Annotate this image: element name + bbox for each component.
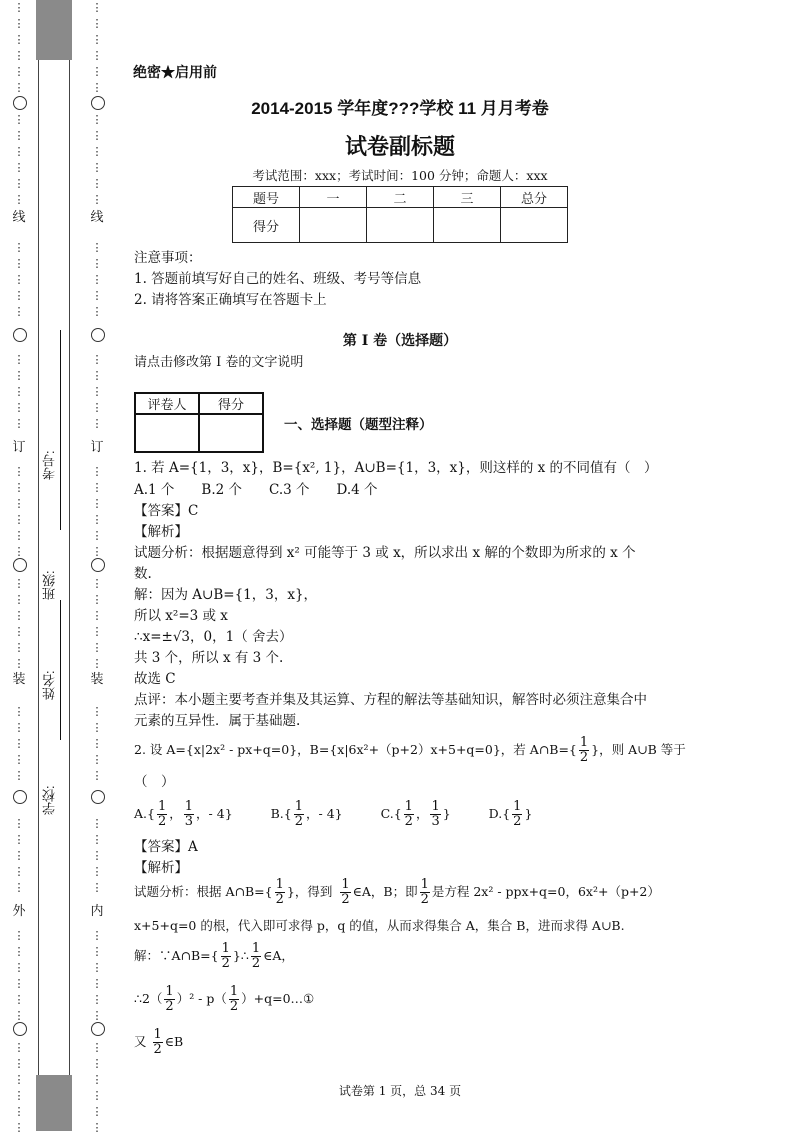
score-cell[interactable] xyxy=(367,208,434,243)
q1-options: A.1 个 B.2 个 C.3 个 D.4 个 xyxy=(134,482,378,498)
dot-mark: ⋮ xyxy=(91,385,103,398)
score-header: 题号 xyxy=(233,187,300,208)
dot-mark: ⋮ xyxy=(91,289,103,302)
dot-mark: ⋮ xyxy=(13,177,25,190)
dot-mark: ⋮ xyxy=(13,625,25,638)
dot-mark: ⋮ xyxy=(91,353,103,366)
page-footer: 试卷第 1 页，总 34 页 xyxy=(338,1084,462,1098)
grader-cell[interactable] xyxy=(199,414,263,452)
dot-mark: ⋮ xyxy=(91,865,103,878)
dot-mark: ⋮ xyxy=(13,657,25,670)
dot-mark: ⋮ xyxy=(91,129,103,142)
q2-option-a: A.{ $\frac{1}{2}$ ， $\frac{1}{3}$ ，- 4} xyxy=(134,799,233,829)
dot-mark: ⋮ xyxy=(91,1105,103,1118)
dot-mark: ⋮ xyxy=(91,1041,103,1054)
dot-mark: ⋮ xyxy=(13,641,25,654)
dot-mark: ⋮ xyxy=(91,577,103,590)
dot-mark: ⋮ xyxy=(13,497,25,510)
dot-mark: ⋮ xyxy=(13,1105,25,1118)
dot-mark: ⋮ xyxy=(13,113,25,126)
dot-mark: ⋮ xyxy=(91,241,103,254)
dot-mark: ⋮ xyxy=(91,113,103,126)
dot-mark: ⋮ xyxy=(13,401,25,414)
score-header: 总分 xyxy=(501,187,568,208)
q1-analysis-line: ∴x=±√3，0，1（ 舍去） xyxy=(134,629,293,645)
score-table xyxy=(232,186,568,243)
q1-analysis-line: 解：因为 A∪B={1，3，x}， xyxy=(134,587,318,603)
q1-analysis-line: 共 3 个，所以 x 有 3 个. xyxy=(134,650,284,666)
dot-mark: ⋮ xyxy=(91,465,103,478)
dot-mark: ⋮ xyxy=(91,33,103,46)
dot-mark: ⋮ xyxy=(13,129,25,142)
dot-mark: ⋮ xyxy=(91,481,103,494)
dot-mark: ⋮ xyxy=(91,641,103,654)
dot-mark: ⋮ xyxy=(13,881,25,894)
dot-mark: ⋮ xyxy=(13,977,25,990)
dot-mark: ⋮ xyxy=(91,993,103,1006)
dot-mark: ⋮ xyxy=(91,417,103,430)
dot-mark: ⋮ xyxy=(91,753,103,766)
binding-hole-icon xyxy=(13,558,27,572)
dot-mark: ⋮ xyxy=(13,257,25,270)
dot-mark: ⋮ xyxy=(13,369,25,382)
q2-analysis-label: 【解析】 xyxy=(134,860,188,876)
dot-mark: ⋮ xyxy=(13,513,25,526)
q2-stem-text: }，则 A∪B 等于 xyxy=(591,742,686,757)
class-label: 班级: xyxy=(42,570,57,600)
dot-mark: ⋮ xyxy=(91,49,103,62)
q2-options xyxy=(134,800,532,829)
binding-char: 订 xyxy=(12,440,26,455)
q2-solution-line: 解：∵A∩B={ $\frac{1}{2}$ }∴ $\frac{1}{2}$ ∈A， xyxy=(134,941,294,971)
dot-mark: ⋮ xyxy=(91,145,103,158)
dot-mark: ⋮ xyxy=(13,545,25,558)
fraction: $\frac{1}{2}$ xyxy=(579,735,589,765)
q1-analysis-line: 故选 C xyxy=(134,671,176,687)
dot-mark: ⋮ xyxy=(13,1009,25,1022)
dot-mark: ⋮ xyxy=(91,273,103,286)
dot-mark: ⋮ xyxy=(13,849,25,862)
dot-mark: ⋮ xyxy=(13,737,25,750)
q1-analysis-line: 试题分析：根据题意得到 x² 可能等于 3 或 x，所以求出 x 解的个数即为所求的 x 个 xyxy=(134,545,636,561)
dot-mark: ⋮ xyxy=(13,33,25,46)
dot-mark: ⋮ xyxy=(91,849,103,862)
part-title: 一、选择题（题型注释） xyxy=(284,417,433,433)
dot-mark: ⋮ xyxy=(91,513,103,526)
dot-mark: ⋮ xyxy=(91,1009,103,1022)
binding-hole-icon xyxy=(13,1022,27,1036)
examno-label: 考号: xyxy=(42,450,57,480)
dot-mark: ⋮ xyxy=(13,993,25,1006)
dot-mark: ⋮ xyxy=(91,305,103,318)
binding-char: 装 xyxy=(12,672,26,687)
score-cell[interactable] xyxy=(434,208,501,243)
notice-title: 注意事项： xyxy=(134,250,202,266)
dot-mark: ⋮ xyxy=(91,81,103,94)
binding-char: 订 xyxy=(90,440,104,455)
dot-mark: ⋮ xyxy=(91,257,103,270)
dot-mark: ⋮ xyxy=(13,529,25,542)
binding-hole-icon xyxy=(91,558,105,572)
dot-mark: ⋮ xyxy=(91,705,103,718)
binding-hole-icon xyxy=(91,790,105,804)
dot-mark: ⋮ xyxy=(13,945,25,958)
dot-mark: ⋮ xyxy=(13,289,25,302)
dot-mark: ⋮ xyxy=(13,161,25,174)
dot-mark: ⋮ xyxy=(91,625,103,638)
dot-mark: ⋮ xyxy=(13,1041,25,1054)
notice-item: 2. 请将答案正确填写在答题卡上 xyxy=(134,292,327,308)
section-title: 第 I 卷（选择题） xyxy=(342,333,458,349)
dot-mark: ⋮ xyxy=(91,401,103,414)
score-header: 一 xyxy=(300,187,367,208)
dot-mark: ⋮ xyxy=(91,721,103,734)
grader-header: 评卷人 xyxy=(135,393,199,414)
dot-mark: ⋮ xyxy=(91,65,103,78)
dot-mark: ⋮ xyxy=(13,145,25,158)
dot-mark: ⋮ xyxy=(13,1,25,14)
exam-info: 考试范围：xxx；考试时间：100 分钟；命题人：xxx xyxy=(252,168,548,183)
q1-analysis-line: 点评：本小题主要考查并集及其运算、方程的解法等基础知识，解答时必须注意集合中 xyxy=(134,692,647,708)
dot-mark: ⋮ xyxy=(91,609,103,622)
q2-option-b: B.{ $\frac{1}{2}$ ，- 4} xyxy=(270,799,343,829)
secret-mark: 绝密★启用前 xyxy=(133,64,217,80)
exam-title: 2014-2015 学年度???学校 11 月月考卷 xyxy=(251,99,549,118)
q2-stem xyxy=(134,736,686,765)
score-cell[interactable] xyxy=(501,208,568,243)
q2-answer: 【答案】A xyxy=(134,839,198,855)
dot-mark: ⋮ xyxy=(13,49,25,62)
dot-mark: ⋮ xyxy=(13,721,25,734)
dot-mark: ⋮ xyxy=(13,1121,25,1134)
binding-hole-icon xyxy=(91,1022,105,1036)
dot-mark: ⋮ xyxy=(91,1121,103,1134)
dot-mark: ⋮ xyxy=(91,929,103,942)
dot-mark: ⋮ xyxy=(13,65,25,78)
dot-mark: ⋮ xyxy=(91,977,103,990)
dot-mark: ⋮ xyxy=(91,161,103,174)
q1-answer: 【答案】C xyxy=(134,503,199,519)
dot-mark: ⋮ xyxy=(13,817,25,830)
binding-char: 线 xyxy=(90,210,104,225)
section-desc: 请点击修改第 I 卷的文字说明 xyxy=(134,355,304,370)
dot-mark: ⋮ xyxy=(91,1073,103,1086)
dot-mark: ⋮ xyxy=(13,609,25,622)
q2-option-c: C.{ $\frac{1}{2}$ ， $\frac{1}{3}$ } xyxy=(380,799,451,829)
q1-analysis-label: 【解析】 xyxy=(134,524,188,540)
dot-mark: ⋮ xyxy=(13,417,25,430)
dot-mark: ⋮ xyxy=(91,1089,103,1102)
name-label: 姓名: xyxy=(42,670,57,700)
dot-mark: ⋮ xyxy=(91,593,103,606)
score-header: 二 xyxy=(367,187,434,208)
score-row-label: 得分 xyxy=(233,208,300,243)
dot-mark: ⋮ xyxy=(13,481,25,494)
binding-char: 外 xyxy=(12,904,26,919)
q2-equation-line: ∴2（ $\frac{1}{2}$ ）² - p（ $\frac{1}{2}$ ）+q=0…① xyxy=(134,984,315,1014)
dot-mark: ⋮ xyxy=(91,881,103,894)
dot-mark: ⋮ xyxy=(13,193,25,206)
dot-mark: ⋮ xyxy=(91,177,103,190)
dot-mark: ⋮ xyxy=(91,769,103,782)
dot-mark: ⋮ xyxy=(13,353,25,366)
binding-char: 内 xyxy=(90,904,104,919)
dot-mark: ⋮ xyxy=(13,81,25,94)
dot-mark: ⋮ xyxy=(13,1057,25,1070)
binding-char: 线 xyxy=(12,210,26,225)
exam-subtitle: 试卷副标题 xyxy=(344,134,455,159)
binding-char: 装 xyxy=(90,672,104,687)
school-label: 学校: xyxy=(42,785,57,815)
score-cell[interactable] xyxy=(300,208,367,243)
dot-mark: ⋮ xyxy=(13,833,25,846)
q2-option-d: D.{ $\frac{1}{2}$ } xyxy=(488,799,533,829)
dot-mark: ⋮ xyxy=(13,577,25,590)
dot-mark: ⋮ xyxy=(13,241,25,254)
dot-mark: ⋮ xyxy=(91,1057,103,1070)
dot-mark: ⋮ xyxy=(91,529,103,542)
q2-also-line: 又 $\frac{1}{2}$ ∈B xyxy=(134,1027,184,1057)
dot-mark: ⋮ xyxy=(91,17,103,30)
dot-mark: ⋮ xyxy=(13,705,25,718)
q1-analysis-line: 元素的互异性．属于基础题. xyxy=(134,713,301,729)
dot-mark: ⋮ xyxy=(91,657,103,670)
score-header: 三 xyxy=(434,187,501,208)
dot-mark: ⋮ xyxy=(91,945,103,958)
dot-mark: ⋮ xyxy=(13,1073,25,1086)
dot-mark: ⋮ xyxy=(91,193,103,206)
binding-hole-icon xyxy=(13,790,27,804)
grader-table xyxy=(134,392,264,453)
dot-mark: ⋮ xyxy=(13,929,25,942)
dot-mark: ⋮ xyxy=(13,1089,25,1102)
dot-mark: ⋮ xyxy=(13,769,25,782)
dot-mark: ⋮ xyxy=(91,545,103,558)
dot-mark: ⋮ xyxy=(13,305,25,318)
q1-analysis-line: 数. xyxy=(134,566,152,582)
grader-cell[interactable] xyxy=(135,414,199,452)
dot-mark: ⋮ xyxy=(13,593,25,606)
grader-header: 得分 xyxy=(199,393,263,414)
q2-stem-text: 2. 设 A={x|2x² - px+q=0}，B={x|6x²+（p+2）x+5+q=0}，若 A∩B={ xyxy=(134,742,577,757)
dot-mark: ⋮ xyxy=(91,1,103,14)
dot-mark: ⋮ xyxy=(13,465,25,478)
q2-paren: （ ） xyxy=(134,774,175,790)
q2-analysis-line: 试题分析：根据 A∩B={ $\frac{1}{2}$ }，得到 $\frac{1}{2}$ ∈A，B；即 $\frac{1}{2}$ 是方程 2x² - ppx+q=0，6x²+（p+2） xyxy=(134,877,660,907)
dot-mark: ⋮ xyxy=(13,385,25,398)
dot-mark: ⋮ xyxy=(13,753,25,766)
dot-mark: ⋮ xyxy=(91,961,103,974)
dot-mark: ⋮ xyxy=(91,817,103,830)
notice-item: 1. 答题前填写好自己的姓名、班级、考号等信息 xyxy=(134,271,422,287)
binding-band-top xyxy=(36,0,72,60)
dot-mark: ⋮ xyxy=(91,369,103,382)
dot-mark: ⋮ xyxy=(13,865,25,878)
dot-mark: ⋮ xyxy=(91,833,103,846)
q1-stem: 1. 若 A={1，3，x}，B={x², 1}，A∪B={1，3，x}，则这样的 x 的不同值有（ ） xyxy=(134,460,658,476)
dot-mark: ⋮ xyxy=(13,961,25,974)
q1-analysis-line: 所以 x²=3 或 x xyxy=(134,608,228,624)
dot-mark: ⋮ xyxy=(91,497,103,510)
dot-mark: ⋮ xyxy=(13,273,25,286)
dot-mark: ⋮ xyxy=(13,17,25,30)
dot-mark: ⋮ xyxy=(91,737,103,750)
q2-analysis-line: x+5+q=0 的根，代入即可求得 p，q 的值，从而求得集合 A，集合 B，进而求得 A∪B. xyxy=(134,918,625,933)
